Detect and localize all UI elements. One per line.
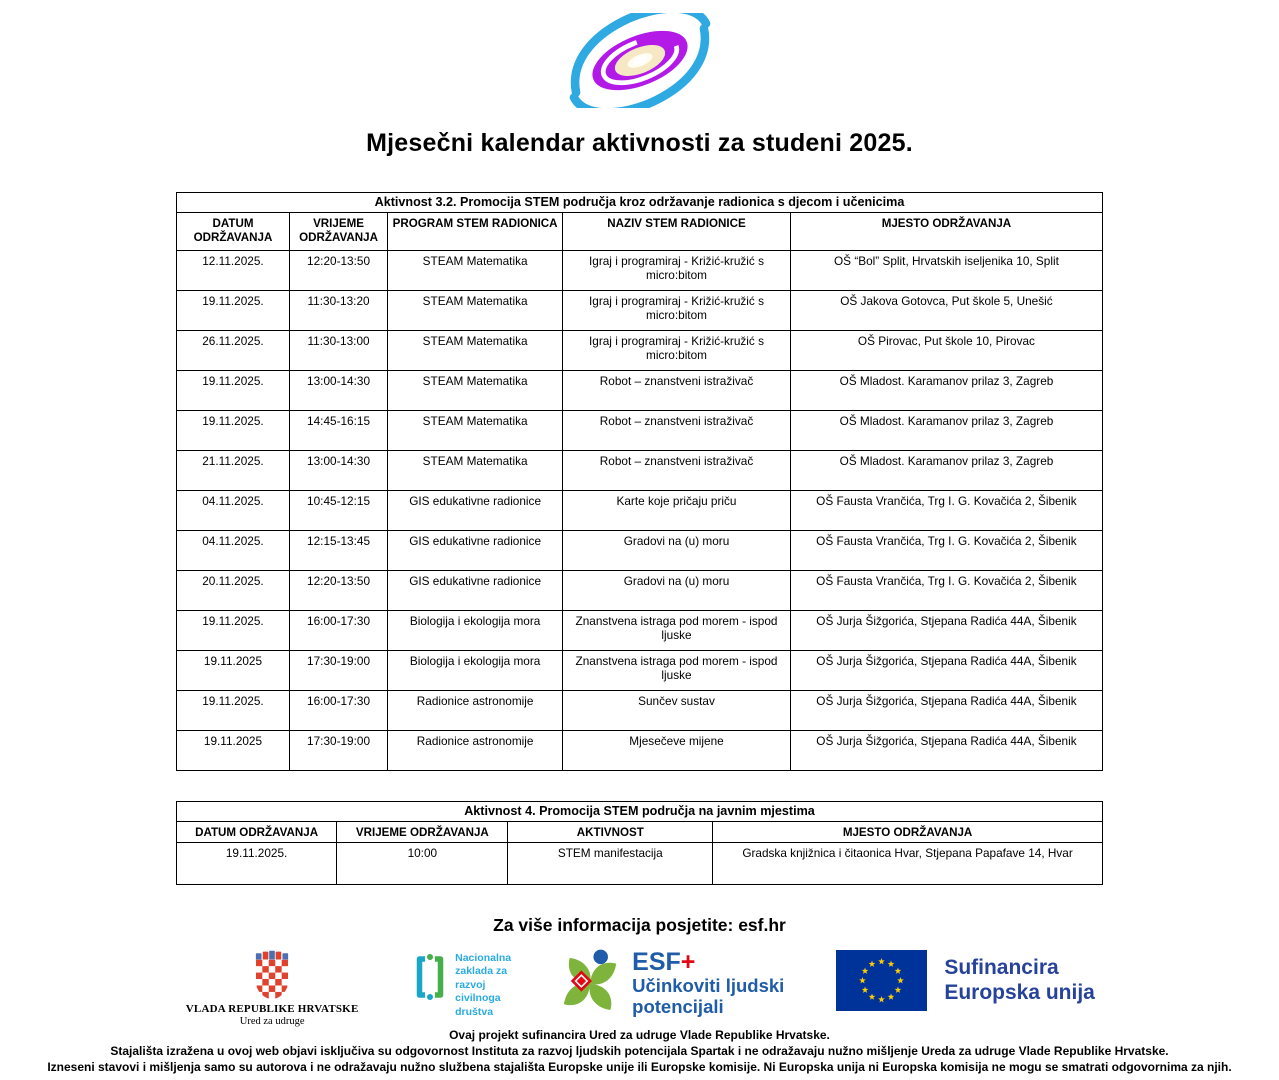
zaklada-line: Nacionalna <box>455 951 512 964</box>
esf-flower-icon <box>563 948 621 1016</box>
table-cell: OŠ Jurja Šižgorića, Stjepana Radića 44A, Šibenik <box>790 731 1102 771</box>
table1-title-row <box>177 193 1103 213</box>
table-cell: STEAM Matematika <box>388 411 563 451</box>
table-row <box>177 611 1103 651</box>
table-row <box>177 842 1103 884</box>
table-cell: Znanstvena istraga pod morem - ispod ljuske <box>563 651 791 691</box>
column-header: AKTIVNOST <box>508 822 713 843</box>
table-cell: OŠ Mladost. Karamanov prilaz 3, Zagreb <box>790 411 1102 451</box>
table-cell: 19.11.2025 <box>177 651 290 691</box>
eu-line1: Sufinancira <box>944 956 1059 979</box>
table-cell: OŠ Jurja Šižgorića, Stjepana Radića 44A, Šibenik <box>790 691 1102 731</box>
table-cell: Igraj i programiraj - Križić-kružić s micro:bitom <box>563 251 791 291</box>
table1-header-row <box>177 213 1103 251</box>
table-cell: STEAM Matematika <box>388 291 563 331</box>
footer-disclaimer <box>0 1027 1279 1075</box>
table-cell: Igraj i programiraj - Križić-kružić s micro:bitom <box>563 331 791 371</box>
table-cell: 12.11.2025. <box>177 251 290 291</box>
eu-flag-icon <box>836 950 927 1011</box>
eu-logo <box>836 948 1095 1011</box>
table-cell: GIS edukativne radionice <box>388 531 563 571</box>
zaklada-logo <box>412 948 511 1020</box>
table-cell: GIS edukativne radionice <box>388 491 563 531</box>
table-cell: Znanstvena istraga pod morem - ispod ljuske <box>563 611 791 651</box>
table-cell: Robot – znanstveni istraživač <box>563 371 791 411</box>
table-cell: OŠ Jurja Šižgorića, Stjepana Radića 44A, Šibenik <box>790 611 1102 651</box>
eu-line2: Europska unija <box>944 981 1095 1004</box>
table-cell: 11:30-13:20 <box>289 291 387 331</box>
table-cell: STEAM Matematika <box>388 251 563 291</box>
vlada-logo <box>184 948 360 1027</box>
table-cell: 19.11.2025. <box>177 842 337 884</box>
table-cell: OŠ Fausta Vrančića, Trg I. G. Kovačića 2, Šibenik <box>790 491 1102 531</box>
table-cell: Gradska knjižnica i čitaonica Hvar, Stjepana Papafave 14, Hvar <box>713 842 1103 884</box>
table-cell: 04.11.2025. <box>177 491 290 531</box>
table-row <box>177 251 1103 291</box>
esf-line1: Učinkoviti ljudski <box>632 974 785 996</box>
zaklada-line: civilnoga <box>455 992 501 1004</box>
table-cell: OŠ Mladost. Karamanov prilaz 3, Zagreb <box>790 451 1102 491</box>
table-cell: Robot – znanstveni istraživač <box>563 411 791 451</box>
page-title: Mjesečni kalendar aktivnosti za studeni 2025. <box>366 129 913 157</box>
esf-logo <box>563 948 784 1017</box>
table-row <box>177 651 1103 691</box>
public-events-table <box>176 801 1103 885</box>
table-cell: STEAM Matematika <box>388 451 563 491</box>
crown <box>256 950 288 960</box>
column-header: MJESTO ODRŽAVANJA <box>790 213 1102 251</box>
info-line: Za više informacija posjetite: esf.hr <box>493 914 786 935</box>
table-cell: 10:00 <box>337 842 508 884</box>
table-row <box>177 731 1103 771</box>
table-cell: Mjesečeve mijene <box>563 731 791 771</box>
table-row <box>177 291 1103 331</box>
brackets-icon <box>412 952 448 1002</box>
table2-title: Aktivnost 4. Promocija STEM područja na javnim mjestima <box>177 802 1103 822</box>
esf-letters: ESF <box>632 947 681 976</box>
table-cell: OŠ Mladost. Karamanov prilaz 3, Zagreb <box>790 371 1102 411</box>
table-cell: Biologija i ekologija mora <box>388 651 563 691</box>
table-cell: 20.11.2025. <box>177 571 290 611</box>
table-row <box>177 531 1103 571</box>
column-header: PROGRAM STEM RADIONICA <box>388 213 563 251</box>
galaxy-icon <box>559 13 721 108</box>
table-cell: OŠ Jakova Gotovca, Put škole 5, Unešić <box>790 291 1102 331</box>
table-cell: Karte koje pričaju priču <box>563 491 791 531</box>
eu-text <box>944 955 1095 1005</box>
table2-body <box>177 842 1103 884</box>
table-cell: 19.11.2025. <box>177 691 290 731</box>
table-cell: OŠ Fausta Vrančića, Trg I. G. Kovačića 2, Šibenik <box>790 571 1102 611</box>
footer-line-1: Ovaj projekt sufinancira Ured za udruge Vlade Republike Hrvatske. <box>449 1027 830 1042</box>
table-cell: Robot – znanstveni istraživač <box>563 451 791 491</box>
column-header: DATUM ODRŽAVANJA <box>177 213 290 251</box>
table-cell: OŠ “Bol” Split, Hrvatskih iseljenika 10, Split <box>790 251 1102 291</box>
table-cell: Gradovi na (u) moru <box>563 531 791 571</box>
table-cell: 16:00-17:30 <box>289 611 387 651</box>
footer-line-2: Stajališta izražena u ovoj web objavi isključiva su odgovornost Instituta za razvoj ljudskih potencijala Spartak i ne odražavaju nužno mišljenje Ureda za udruge Vlade Republike Hrvatske. <box>110 1043 1169 1058</box>
table-cell: Sunčev sustav <box>563 691 791 731</box>
table-cell: 19.11.2025. <box>177 371 290 411</box>
table-cell: 04.11.2025. <box>177 531 290 571</box>
zaklada-line: društva <box>455 1005 494 1018</box>
table-cell: OŠ Fausta Vrančića, Trg I. G. Kovačića 2, Šibenik <box>790 531 1102 571</box>
table-row <box>177 571 1103 611</box>
column-header: VRIJEME ODRŽAVANJA <box>337 822 508 843</box>
table-cell: 13:00-14:30 <box>289 371 387 411</box>
table-cell: 17:30-19:00 <box>289 651 387 691</box>
table-cell: 12:15-13:45 <box>289 531 387 571</box>
zaklada-line: razvoj <box>455 978 486 991</box>
column-header: NAZIV STEM RADIONICE <box>563 213 791 251</box>
table-cell: Biologija i ekologija mora <box>388 611 563 651</box>
zaklada-text <box>455 952 511 1020</box>
table-cell: 11:30-13:00 <box>289 331 387 371</box>
table-cell: STEAM Matematika <box>388 331 563 371</box>
esf-plus: + <box>680 947 696 976</box>
table-row <box>177 331 1103 371</box>
table-row <box>177 491 1103 531</box>
table-cell: 19.11.2025. <box>177 611 290 651</box>
table-cell: Radionice astronomije <box>388 731 563 771</box>
table-cell: OŠ Pirovac, Put škole 10, Pirovac <box>790 331 1102 371</box>
table-cell: STEAM Matematika <box>388 371 563 411</box>
table-cell: 16:00-17:30 <box>289 691 387 731</box>
table2-title-row <box>177 802 1103 822</box>
esf-text <box>632 948 784 1017</box>
table-cell: Gradovi na (u) moru <box>563 571 791 611</box>
vlada-title: VLADA REPUBLIKE HRVATSKE <box>185 1002 359 1015</box>
esf-line2: potencijali <box>632 995 724 1017</box>
table-cell: 19.11.2025 <box>177 731 290 771</box>
vlada-subtitle: Ured za udruge <box>239 1015 305 1027</box>
table-cell: Igraj i programiraj - Križić-kružić s micro:bitom <box>563 291 791 331</box>
croatian-coat-of-arms-icon <box>250 950 294 1000</box>
table-cell: Radionice astronomije <box>388 691 563 731</box>
table-row <box>177 691 1103 731</box>
workshops-table <box>176 192 1103 771</box>
column-header: VRIJEME ODRŽAVANJA <box>289 213 387 251</box>
galaxy-logo <box>0 0 1279 108</box>
table2-header-row <box>177 822 1103 843</box>
table-cell: STEM manifestacija <box>508 842 713 884</box>
table-row <box>177 451 1103 491</box>
table-cell: 26.11.2025. <box>177 331 290 371</box>
table-cell: 17:30-19:00 <box>289 731 387 771</box>
table-cell: OŠ Jurja Šižgorića, Stjepana Radića 44A, Šibenik <box>790 651 1102 691</box>
table-cell: 12:20-13:50 <box>289 571 387 611</box>
table-row <box>177 411 1103 451</box>
table-cell: 21.11.2025. <box>177 451 290 491</box>
table-row <box>177 371 1103 411</box>
table-cell: 14:45-16:15 <box>289 411 387 451</box>
column-header: DATUM ODRŽAVANJA <box>177 822 337 843</box>
table-cell: GIS edukativne radionice <box>388 571 563 611</box>
table-cell: 13:00-14:30 <box>289 451 387 491</box>
table-cell: 19.11.2025. <box>177 411 290 451</box>
zaklada-line: zaklada za <box>455 965 508 977</box>
table-cell: 10:45-12:15 <box>289 491 387 531</box>
column-header: MJESTO ODRŽAVANJA <box>713 822 1103 843</box>
table1-title: Aktivnost 3.2. Promocija STEM područja kroz održavanje radionica s djecom i učenicima <box>177 193 1103 213</box>
esf-acronym <box>632 949 784 975</box>
table-cell: 19.11.2025. <box>177 291 290 331</box>
table1-body <box>177 251 1103 771</box>
table-cell: 12:20-13:50 <box>289 251 387 291</box>
partner-logos <box>0 947 1279 1027</box>
footer-line-3: Izneseni stavovi i mišljenja samo su autorova i ne odražavaju nužno službena stajališta Europske unije ili Europske komisije. Ni Europska unija ni Europska komisija ne mogu se smatrati odgovornima za njih. <box>47 1059 1232 1074</box>
